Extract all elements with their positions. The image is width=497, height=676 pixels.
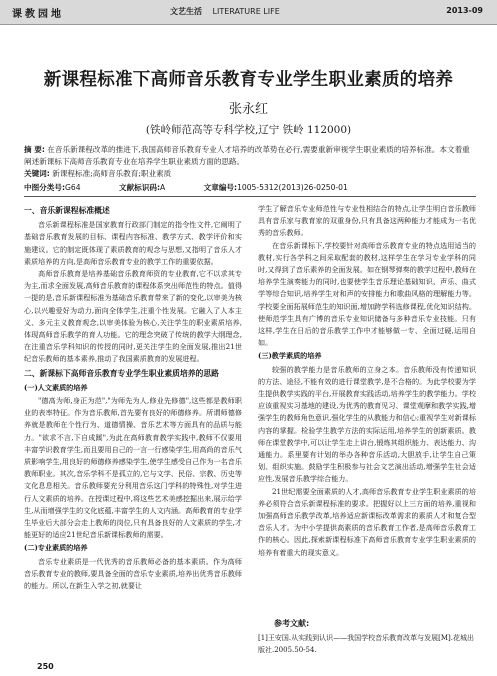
issue-date: 2013-09 xyxy=(446,6,483,15)
paragraph: 21世纪需要全面素质的人才,高师音乐教育专业学生职业素质的培养必须符合音乐新课程标准的要求。把握好以上三方面的培养,重视和加强高师音乐教学改革,培养适应新课标改革需求的素质人才和复合型音乐人才。为中小学提供高素质的音乐教育工作者,是高师音乐教育工作的核心。因此,探索新课程标准下高师音乐教育专业学生职业素质的培养有着重大的现实意义。 xyxy=(258,486,476,557)
section-heading-2: 二、新课标下高师音乐教育专业学生职业素质培养的思路 xyxy=(24,368,219,378)
paragraph: 高师音乐教育是培养基础音乐教育师资的专业教育,它不以求其专为主,而求全面发展,高师音乐教育的课程体系突出师范性的特点。值得一提的是,音乐新课程标准为基础音乐教育带来了新的变化,以审美为核心,以兴趣爱好为动力,面向全体学生,注重个性发展。它融入了人本主义、多元主义教育观念,以审美体验为核心,关注学生的职业素质培养,体现高师音乐教学的育人功能。它的理念突破了传统的教学大纲理念,在注重音乐学科知识的传授的同时,更关注学生的全面发展,推出21世纪音乐教师的基本素养,推动了我国素质教育的发展进程。 xyxy=(24,269,242,364)
journal-title-cn: 文艺生活 xyxy=(170,7,202,16)
keywords-label: 关键词: xyxy=(24,169,50,178)
page-number: 250 xyxy=(37,662,54,671)
article-id-value: 1005-5312(2013)26-0250-01 xyxy=(237,183,348,192)
journal-title-en: LITERATURE LIFE xyxy=(212,7,280,16)
author-name: 张永红 xyxy=(228,102,268,117)
keywords-text: 新课程标准;高师音乐教育;职业素质 xyxy=(52,169,172,178)
clc-label: 中图分类号: xyxy=(24,183,66,192)
classification-line xyxy=(24,182,476,193)
subsection-heading-2: (二)专业素质的培养 xyxy=(24,543,88,553)
article-id-label: 文章编号: xyxy=(203,183,238,192)
right-column xyxy=(258,203,476,623)
reference-item: [1]王安国.从实践到认识——我国学校音乐教育改革与发展[M].花城出版社.2005.50-54. xyxy=(258,634,474,654)
paragraph: 音乐专业素质是一代优秀的音乐教师必备的基本素质。作为高师音乐教育专业的教师,要具备全面的音乐专业素质,培养出优秀音乐教师的能力。所以,在新生入学之初,就要让 xyxy=(24,556,242,591)
keywords xyxy=(24,168,476,180)
abstract-block xyxy=(24,144,476,180)
journal-name xyxy=(170,6,280,17)
subsection-heading-1: (一)人文素质的培养 xyxy=(24,382,88,392)
paragraph: 学生了解音乐专业师范性与专业性相结合的特点,让学生明白音乐教师具有音乐家与教育家的双重身份,只有具备这两种能力才能成为一名优秀的音乐教师。 xyxy=(258,204,476,238)
paragraph: 在音乐新课标下,学校要针对高师音乐教育专业的特点选用适当的教材,实行各学科之间采取配套的教材,这样学生在学习专业学科的同时,又得到了音乐素养的全面发展。如在钢琴弹奏的教学过程中,教师在培养学生演奏能力的同时,也要使学生音乐理论基础知识、声乐、曲式学等综合知识,培养学生对和声的安排能力和歌曲风格的理解能力等。学校要全面拓展师范生的知识面,增加跨学科选修课程,优化知识结构。使师范学生具有广博的音乐专业知识储备与多种音乐专业技能。只有这样,学生在日后的音乐教学工作中才能够做一专、全面过硬,运用自如。 xyxy=(258,240,476,348)
subsection-heading-3: (三)教学素质的培养 xyxy=(258,351,322,361)
running-header xyxy=(0,0,497,25)
paragraph: 音乐新课程标准是国家教育行政部门制定的指令性文件,它阐明了基础音乐教育发展的目标、课程内容标准、教学方式、教学评价和实施建议。它的制定既体现了素质教育的观念与思想,又指明了音乐人才素质培养的方向,是高师音乐教育专业的教学工作的重要依据。 xyxy=(24,220,242,266)
journal-column-name: 课教园地 xyxy=(12,9,64,20)
author-affiliation: (铁岭师范高等专科学校,辽宁 铁岭 112000) xyxy=(145,124,352,136)
header-divider xyxy=(24,196,476,197)
doc-code-label: 文献标识码: xyxy=(119,183,161,192)
section-heading-1: 一、音乐新课程标准概述 xyxy=(24,206,110,215)
abstract-text: 在音乐新课程改革的推进下,我国高师音乐教育专业人才培养的改革势在必行,需要重新审视学生职业素质的培养标准。本文着重阐述新课标下高师音乐教育专业在培养学生职业素质方面的思路。 xyxy=(24,145,470,166)
abstract xyxy=(24,144,476,168)
article-title: 新课程标准下高师音乐教育专业学生职业素质的培养 xyxy=(43,70,454,90)
doc-code-value: A xyxy=(160,183,166,192)
left-column xyxy=(24,203,242,673)
clc-value: G64 xyxy=(65,183,81,192)
paragraph: 较强的教学能力是音乐教师的立身之本。音乐教师没有传递知识的方法、途径,不能有效的进行课堂教学,是不合格的。为此学校要为学生提供教学实践的平台,开展教育实践活动,培养学生的教学能力。学校应该重视实习基地的建设,为优秀的教育见习、课堂观摩和教学实践,增强学生的教师角色意识,强化学生的从教能力和信心;重视学生对新课标内容的掌握。检验学生教学方法的实际运用,培养学生的创新素质。教师在课堂教学中,可以让学生走上讲台,锻炼其组织能力、表达能力、沟通能力。系里要有计划的举办各种音乐活动,大胆放手,让学生自己策划、组织实施。鼓励学生积极参与社会文艺演出活动,增强学生社会适应性,发展音乐教学综合能力。 xyxy=(258,364,476,484)
abstract-label: 摘 要: xyxy=(24,145,45,154)
paragraph: "德高为师,身正为范","为师先为人,修业先修德",这些都是教师职业的表率特征。作为音乐教师,首先要有良好的师德修养。所谓师德修养就是教师在个性行为、道德情操、音乐艺术等方面具有的品质与能力。"欲求不言,下自成蹊",为此在高师教育教学实践中,教师不仅要用丰富学识教育学生,而且要用自己的一言一行感染学生,用高尚的音乐气质影响学生,用良好的师德修养感染学生,使学生感受自己作为一名音乐教师职业。其次,音乐学科不是孤立的,它与文学、民俗、宗教、历史等文化息息相关。音乐教师要充分利用音乐这门学科的特殊性,对学生进行人文素质的培养。在授课过程中,将这些艺术美感挖掘出来,展示给学生,从而增强学生的文化底蕴,丰富学生的人文内涵。高师教育的专业学生毕业后大部分会走上教师的岗位,只有具备良好的人文素质的学生,才能更好的适应21世纪音乐新课标教师的需要。 xyxy=(24,396,242,540)
references-heading: 参考文献: xyxy=(274,619,310,628)
